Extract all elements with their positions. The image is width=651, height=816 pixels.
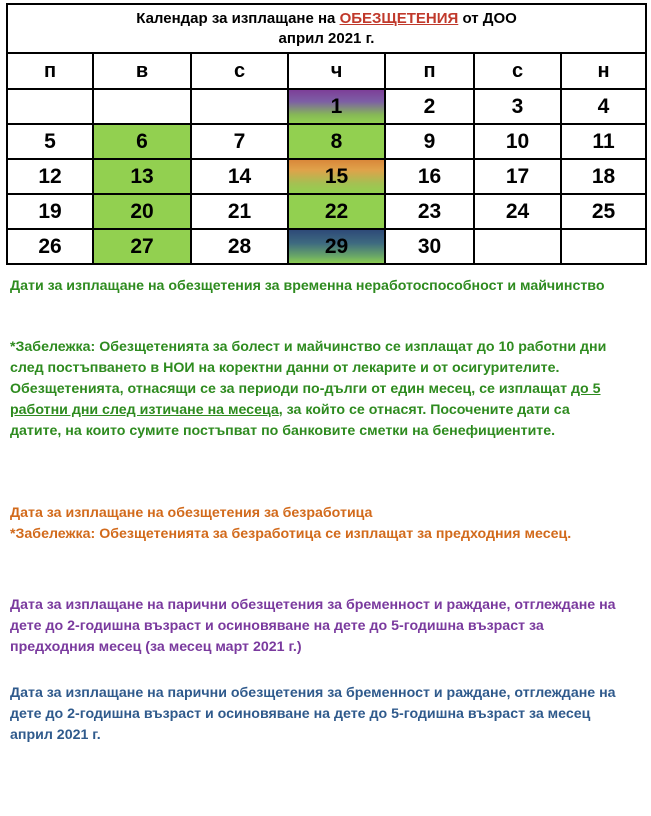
title-suffix: от ДОО (458, 9, 517, 27)
weekday-thu: ч (288, 53, 385, 89)
day-cell: 5 (7, 124, 93, 159)
day-cell-highlight-unemployment: 15 (288, 159, 385, 194)
title-line (8, 9, 645, 29)
day-cell-empty (474, 229, 561, 264)
day-cell-highlight-sickness: 6 (93, 124, 191, 159)
day-cell-empty (191, 89, 288, 124)
weekday-wed: с (191, 53, 288, 89)
day-cell: 21 (191, 194, 288, 229)
legend-unemployment (10, 503, 620, 545)
note-sickness-text (10, 337, 620, 442)
note-sickness-part-2: , за който се отнасят. Посочените дати са датите, на които сумите постъпват по банковите сметки на бенефициентите. (10, 402, 570, 439)
weekday-row (7, 53, 646, 89)
day-cell-highlight-pregnancy-prev-month: 1 (288, 89, 385, 124)
title-prefix: Календар за изплащане на (136, 9, 340, 27)
month-subtitle: април 2021 г. (278, 29, 375, 47)
day-cell: 16 (385, 159, 474, 194)
legend-unemployment-title: Дата за изплащане на обезщетения за безработица (10, 505, 373, 521)
legend-sickness-title: Дати за изплащане на обезщетения за временна неработоспособност и майчинство (10, 278, 605, 294)
day-cell: 28 (191, 229, 288, 264)
day-cell-highlight-sickness: 27 (93, 229, 191, 264)
payment-calendar (6, 3, 647, 265)
day-cell: 14 (191, 159, 288, 194)
day-cell-highlight-sickness: 13 (93, 159, 191, 194)
day-cell-highlight-sickness: 8 (288, 124, 385, 159)
week-row-3 (7, 159, 646, 194)
day-cell: 4 (561, 89, 646, 124)
day-cell: 25 (561, 194, 646, 229)
day-cell: 11 (561, 124, 646, 159)
day-cell: 2 (385, 89, 474, 124)
calendar-title (7, 4, 646, 53)
weekday-sat: с (474, 53, 561, 89)
day-cell: 19 (7, 194, 93, 229)
day-cell: 18 (561, 159, 646, 194)
day-cell-highlight-sickness: 22 (288, 194, 385, 229)
legend-pregnancy-current-month (10, 683, 620, 746)
day-cell: 12 (7, 159, 93, 194)
weekday-mon: п (7, 53, 93, 89)
day-cell: 23 (385, 194, 474, 229)
day-cell: 26 (7, 229, 93, 264)
week-row-4 (7, 194, 646, 229)
day-cell-empty (7, 89, 93, 124)
weekday-sun: н (561, 53, 646, 89)
day-cell: 9 (385, 124, 474, 159)
day-cell: 17 (474, 159, 561, 194)
day-cell: 3 (474, 89, 561, 124)
legend-pregnancy-previous-month (10, 595, 620, 658)
title-accent: ОБЕЗЩЕТЕНИЯ (339, 9, 459, 27)
week-row-1 (7, 89, 646, 124)
week-row-5 (7, 229, 646, 264)
note-sickness-maternity (10, 337, 620, 442)
legend-pregnancy-current-text: Дата за изплащане на парични обезщетения за бременност и раждане, отглеждане на дете до 2-годишна възраст и осиновяване на дете до 5-годишна възраст за месец април 2021 г. (10, 685, 616, 743)
day-cell-empty (93, 89, 191, 124)
day-cell: 10 (474, 124, 561, 159)
day-cell-empty (561, 229, 646, 264)
day-cell: 24 (474, 194, 561, 229)
note-sickness-part-1: *Забележка: Обезщетенията за болест и майчинство се изплащат до 10 работни дни след постъпването в НОИ на коректни данни от лекарите и от осигурителите. Обезщетенията, отнасящи се за периоди по-дълги от един месец, се изплащат (10, 339, 607, 397)
week-row-2 (7, 124, 646, 159)
note-unemployment-text: *Забележка: Обезщетенията за безработица се изплащат за предходния месец. (10, 526, 572, 542)
day-cell-highlight-pregnancy-current-month: 29 (288, 229, 385, 264)
weekday-tue: в (93, 53, 191, 89)
day-cell: 30 (385, 229, 474, 264)
legend-sickness-maternity (10, 276, 620, 297)
day-cell: 7 (191, 124, 288, 159)
day-cell-highlight-sickness: 20 (93, 194, 191, 229)
legend-pregnancy-prev-text: Дата за изплащане на парични обезщетения за бременност и раждане, отглеждане на дете до 2-годишна възраст и осиновяване на дете до 5-годишна възраст за предходния месец (за месец март 2021 г.) (10, 597, 616, 655)
weekday-fri: п (385, 53, 474, 89)
note-sickness-underlined: до 5 работни дни след изтичане на месеца (10, 381, 601, 418)
